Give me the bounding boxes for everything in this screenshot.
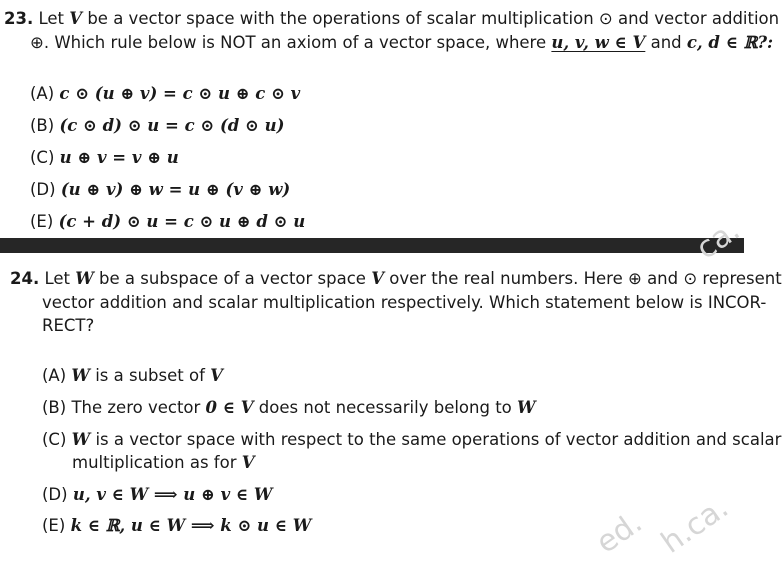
- q24-option-d-formula: u, v ∈ W ⟹ u ⊕ v ∈ W: [72, 485, 273, 504]
- q23-option-e-formula: (c + d) ⊙ u = c ⊙ u ⊕ d ⊙ u: [58, 212, 306, 231]
- q23-option-c[interactable]: (C) u ⊕ v = v ⊕ u: [30, 148, 179, 167]
- q23-option-d[interactable]: (D) (u ⊕ v) ⊕ w = u ⊕ (v ⊕ w): [30, 180, 291, 199]
- q23-option-c-formula: u ⊕ v = v ⊕ u: [59, 148, 179, 167]
- q23-stem-line-2: ⊕. Which rule below is NOT an axiom of a vector space, where u, v, w ∈ V and c, d ∈ ℝ?:: [30, 33, 774, 52]
- q24-option-e-formula: k ∈ ℝ, u ∈ W ⟹ k ⊙ u ∈ W: [70, 516, 312, 535]
- q24-option-b[interactable]: (B) The zero vector 0 ∈ V does not necessarily belong to W: [42, 398, 536, 417]
- q24-number: 24.: [10, 269, 40, 288]
- watermark-2: ed.: [590, 505, 649, 561]
- q24-stem-line-1: 24. Let W be a subspace of a vector space V over the real numbers. Here ⊕ and ⊙ represent: [10, 269, 782, 288]
- q23-number: 23.: [4, 9, 34, 28]
- q23-stem-line-1: 23. Let V be a vector space with the operations of scalar multiplication ⊙ and vector addition: [4, 9, 780, 28]
- q24-option-c[interactable]: (C) W is a vector space with respect to the same operations of vector addition and scalar: [42, 430, 782, 449]
- q23-option-b-formula: (c ⊙ d) ⊙ u = c ⊙ (d ⊙ u): [59, 116, 285, 135]
- q23-option-e[interactable]: (E) (c + d) ⊙ u = c ⊙ u ⊕ d ⊙ u: [30, 212, 306, 231]
- watermark-3: h.ca.: [655, 490, 735, 561]
- q24-option-e[interactable]: (E) k ∈ ℝ, u ∈ W ⟹ k ⊙ u ∈ W: [42, 516, 312, 535]
- q23-option-a-formula: c ⊙ (u ⊕ v) = c ⊙ u ⊕ c ⊙ v: [59, 84, 301, 103]
- q24-option-c-continued: multiplication as for V: [72, 453, 255, 472]
- q23-option-d-formula: (u ⊕ v) ⊕ w = u ⊕ (v ⊕ w): [60, 180, 291, 199]
- q23-option-a[interactable]: (A) c ⊙ (u ⊕ v) = c ⊙ u ⊕ c ⊙ v: [30, 84, 301, 103]
- watermark-1: ca.: [690, 212, 747, 267]
- q24-option-d[interactable]: (D) u, v ∈ W ⟹ u ⊕ v ∈ W: [42, 485, 273, 504]
- q24-stem-line-2: vector addition and scalar multiplication respectively. Which statement below is INCOR-: [42, 293, 767, 312]
- q24-stem-line-3: RECT?: [42, 316, 95, 335]
- q24-option-a[interactable]: (A) W is a subset of V: [42, 366, 223, 385]
- q23-option-b[interactable]: (B) (c ⊙ d) ⊙ u = c ⊙ (d ⊙ u): [30, 116, 285, 135]
- section-divider-bar: [0, 238, 744, 253]
